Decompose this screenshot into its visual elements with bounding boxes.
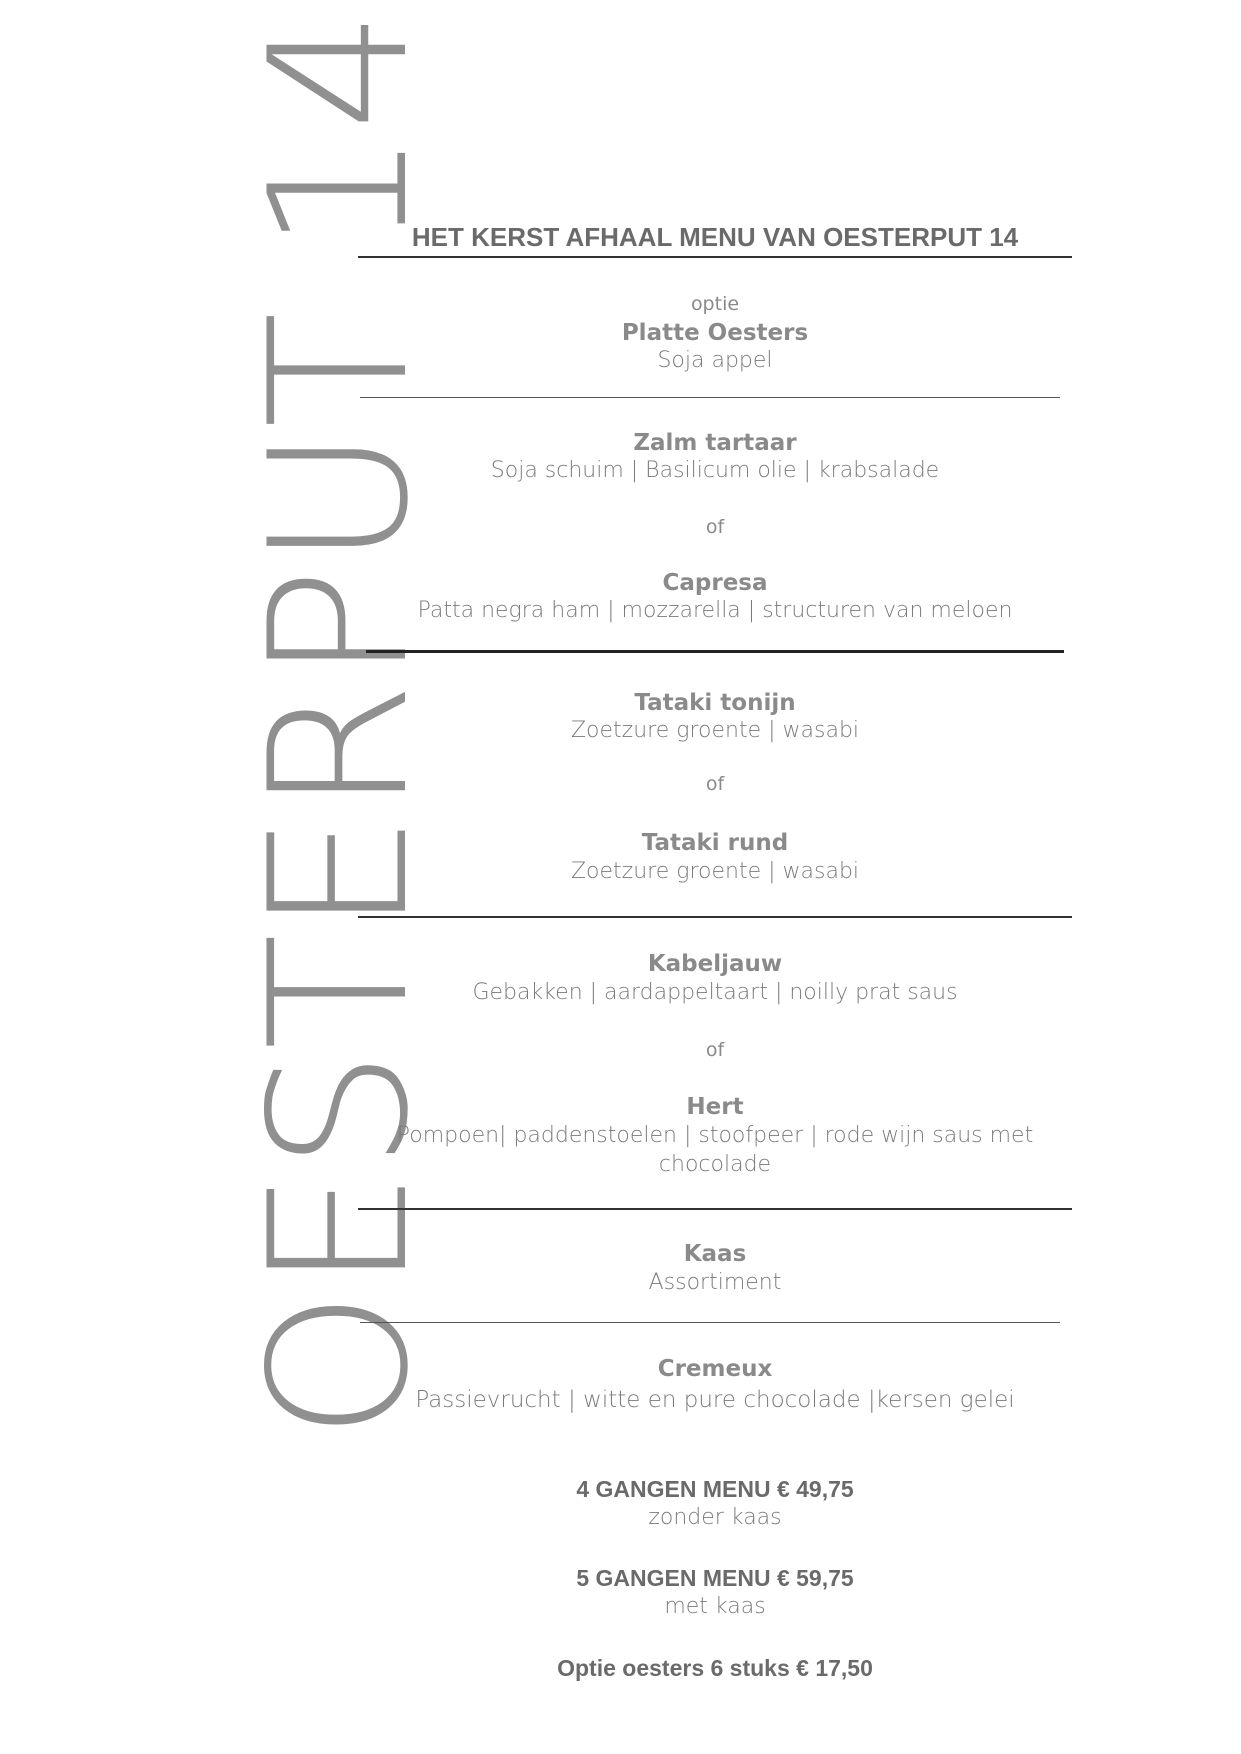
dish-description-continued: chocolade bbox=[658, 1152, 772, 1177]
dish-description: Soja appel bbox=[657, 348, 773, 373]
or-label: of bbox=[705, 773, 725, 795]
price-5-courses: 5 GANGEN MENU € 59,75 bbox=[576, 1565, 854, 1591]
dish-name: Zalm tartaar bbox=[633, 430, 797, 456]
vertical-brand-title: OESTERPUT 14 bbox=[229, 9, 450, 1440]
dish-name: Cremeux bbox=[657, 1356, 773, 1382]
dish-description: Zoetzure groente | wasabi bbox=[570, 859, 860, 884]
divider bbox=[358, 1208, 1072, 1210]
or-label: of bbox=[705, 1039, 725, 1061]
dish-description: Assortiment bbox=[648, 1270, 782, 1295]
divider bbox=[360, 397, 1060, 398]
menu-heading: HET KERST AFHAAL MENU VAN OESTERPUT 14 bbox=[411, 222, 1019, 252]
divider bbox=[360, 1322, 1060, 1323]
dish-name: Tataki rund bbox=[641, 830, 789, 856]
dish-name: Capresa bbox=[662, 570, 768, 596]
dish-name: Hert bbox=[686, 1094, 744, 1120]
dish-description: Patta negra ham | mozzarella | structuren van meloen bbox=[417, 598, 1013, 623]
heading-underline bbox=[358, 256, 1072, 258]
or-label: of bbox=[705, 516, 725, 538]
price-oysters-option: Optie oesters 6 stuks € 17,50 bbox=[557, 1655, 873, 1681]
dish-description: Passievrucht | witte en pure chocolade |kersen gelei bbox=[415, 1387, 1015, 1413]
divider bbox=[358, 916, 1072, 918]
dish-description: Soja schuim | Basilicum olie | krabsalade bbox=[490, 458, 940, 483]
option-label: optie bbox=[690, 293, 740, 315]
dish-name: Platte Oesters bbox=[621, 320, 809, 346]
price-note: zonder kaas bbox=[648, 1505, 782, 1530]
dish-name: Kabeljauw bbox=[647, 951, 783, 977]
dish-description: Zoetzure groente | wasabi bbox=[570, 718, 860, 743]
divider bbox=[366, 650, 1064, 653]
price-4-courses: 4 GANGEN MENU € 49,75 bbox=[576, 1476, 854, 1502]
dish-description: Pompoen| paddenstoelen | stoofpeer | rode wijn saus met bbox=[396, 1123, 1034, 1148]
dish-description: Gebakken | aardappeltaart | noilly prat saus bbox=[472, 980, 958, 1005]
price-note: met kaas bbox=[664, 1594, 766, 1619]
dish-name: Tataki tonijn bbox=[634, 690, 796, 716]
dish-name: Kaas bbox=[683, 1241, 747, 1267]
